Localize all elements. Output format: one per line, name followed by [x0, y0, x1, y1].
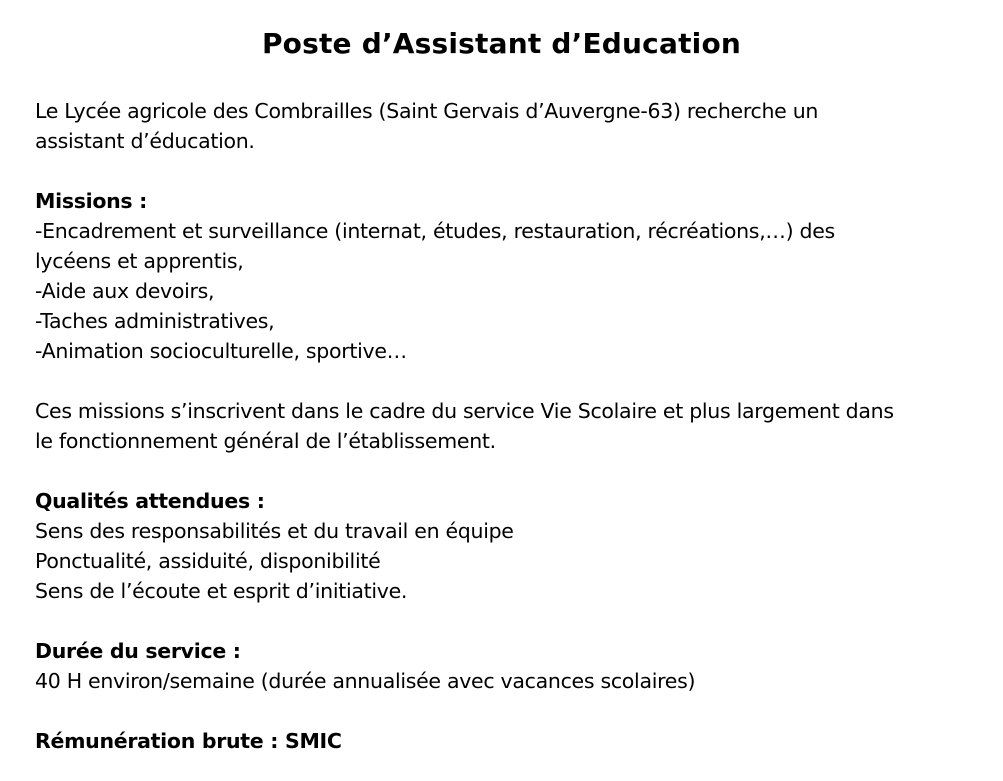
qualities-heading: Qualités attendues : [35, 489, 265, 513]
paragraph-gap [35, 366, 985, 396]
context-line-1: Ces missions s’inscrivent dans le cadre du service Vie Scolaire et plus largement dans [35, 399, 894, 423]
intro-line-2: assistant d’éducation. [35, 129, 255, 153]
missions-line-1: -Encadrement et surveillance (internat, études, restauration, récréations,…) des [35, 219, 835, 243]
paragraph-gap [35, 606, 985, 636]
missions-heading: Missions : [35, 189, 148, 213]
qualities-line-3: Sens de l’écoute et esprit d’initiative. [35, 579, 408, 603]
paragraph-gap [35, 456, 985, 486]
context-line-2: le fonctionnement général de l’établissement. [35, 429, 496, 453]
duration-line-1: 40 H environ/semaine (durée annualisée avec vacances scolaires) [35, 669, 696, 693]
missions-line-5: -Animation socioculturelle, sportive… [35, 339, 407, 363]
paragraph-gap [35, 156, 985, 186]
duration-heading: Durée du service : [35, 639, 241, 663]
document-title: Poste d’Assistant d’Education [261, 27, 742, 60]
missions-line-4: -Taches administratives, [35, 309, 275, 333]
missions-line-2: lycéens et apprentis, [35, 249, 244, 273]
missions-line-3: -Aide aux devoirs, [35, 279, 215, 303]
qualities-line-2: Ponctualité, assiduité, disponibilité [35, 549, 381, 573]
intro-line-1: Le Lycée agricole des Combrailles (Saint Gervais d’Auvergne-63) recherche un [35, 99, 819, 123]
document-body [35, 96, 985, 756]
paragraph-gap [35, 696, 985, 726]
qualities-line-1: Sens des responsabilités et du travail en équipe [35, 519, 514, 543]
salary-heading: Rémunération brute : SMIC [35, 729, 342, 753]
